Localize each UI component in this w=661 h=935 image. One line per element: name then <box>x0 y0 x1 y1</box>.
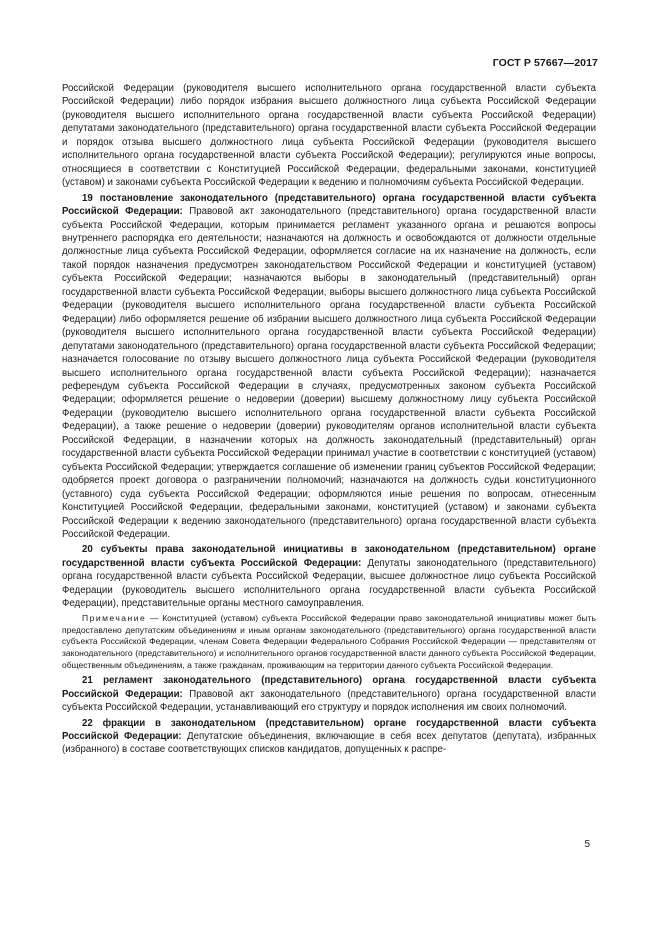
page-number: 5 <box>584 839 590 850</box>
document-body <box>62 82 596 759</box>
definition-20-text: Депутаты законодательного (представительного) органа государственной власти субъекта Российской Федерации, высшее должностное лицо субъекта Российской Федерации (руководитель высшего исполнительного органа государственной власти субъекта Российской Федерации), представительные органы местного самоуправления. <box>62 557 596 610</box>
definition-19 <box>62 192 596 542</box>
paragraph-continuation: Российской Федерации (руководителя высшего исполнительного органа государственной власти субъекта Российской Федерации) либо порядок избрания высшего должностного лица субъекта Российской Федерации (руководителя высшего исполнительного органа государственной власти субъекта Российской Федерации) депутатами законодательного (представительного) органа государственной власти субъекта Российской Федерации и порядок отзыва высшего должностного лица субъекта Российской Федерации (руководителя высшего исполнительного органа государственной власти субъекта Российской Федерации); регулируются иные вопросы, относящиеся в соответствии с Конституцией Российской Федерации, федеральными законами, конституцией (уставом) и законами субъекта Российской Федерации к ведению и полномочиям субъекта Российской Федерации. <box>62 83 596 189</box>
term-22: 22 фракции в законодательном (представительном) органе государственной власти субъекта Российской Федерации: <box>62 717 596 743</box>
document-id: ГОСТ Р 57667—2017 <box>492 57 598 69</box>
note <box>62 613 596 673</box>
definition-21-text: Правовой акт законодательного (представительного) органа государственной власти субъекта Российской Федерации, устанавливающий его структуру и порядок исполнения им своих полномочий. <box>62 688 596 714</box>
term-20: 20 субъекты права законодательной инициативы в законодательном (представительном) органе государственной власти субъекта Российской Федерации: <box>62 544 596 569</box>
definition-19-text: Правовой акт законодательного (представительного) органа государственной власти субъекта Российской Федерации, которым принимается регламент указанного органа и решаются вопросы внутреннего распорядка его деятельности; назначаются на должность и освобождаются от должности отдельные должностные лица субъекта Российской Федерации, оформляется согласие на их назначение на должность, если такой порядок назначения предусмотрен законодательством Российской Федерации и конституцией (уставом) субъекта Российской Федерации; назначаются выборы в законодательный (представительный) орган государственной власти субъекта Российской Федерации, выборы высшего должностного лица субъекта Российской Федерации (руководителя высшего исполнительного органа государственной власти субъекта Российской Федерации) либо оформляется решение об избрании высшего должностного лица субъекта Российской Федерации (руководителя высшего исполнительного органа государственной власти субъекта Российской Федерации) депутатами законодательного (представительного) органа государственной власти субъекта Российской Федерации; назначается голосование по отзыву высшего должностного лица субъекта Российской Федерации (руководителя высшего исполнительного органа государственной власти субъекта Российской Федерации); назначается референдум субъекта Российской Федерации в случаях, предусмотренных законом субъекта Российской Федерации; оформляется решение о недоверии (доверии) высшему должностному лицу субъекта Российской Федерации (руководителю высшего исполнительного органа государственной власти субъекта Российской Федерации), а также решение о недоверии (доверии) руководителям органов исполнительной власти субъекта Российской Федерации, в назначении которых на должность законодательный (представительный) орган государственной власти субъекта Российской Федерации принимал участие в соответствии с конституцией (уставом) субъекта Российской Федерации; утверждается соглашение об изменении границ субъектов Российской Федерации; одобряется проект договора о разграничении полномочий; назначаются на должность судьи конституционного (уставного) суда субъекта Российской Федерации; оформляются иные решения по вопросам, отнесенным Конституцией Российской Федерации, федеральными законами, конституцией (уставом) и законами субъекта Российской Федерации к ведению законодательного (представительного) органа государственной власти субъекта Российской Федерации. <box>62 206 596 540</box>
definition-21 <box>62 674 596 714</box>
definition-22-text: Депутатские объединения, включающие в себя всех депутатов (депутата), избранных (избранного) в составе соответствующих списков кандидатов, допущенных к распре- <box>62 731 596 756</box>
term-19: 19 постановление законодательного (представительного) органа государственной власти субъекта Российской Федерации: <box>62 192 596 218</box>
note-text: — Конституцией (уставом) субъекта Российской Федерации право законодательной инициативы может быть предоставлено депутатским объединениям и иным органам законодательного (представительного) органа государственной власти субъекта Российской Федерации, членам Совета Федерации Федерального Собрания Российской Федерации — представителям от законодательного (представительного) и исполнительного органов государственной власти данного субъекта Российской Федерации, общественным объединениям, а также гражданам, проживающим на территории данного субъекта Российской Федерации. <box>62 612 596 671</box>
note-label: Примечание <box>82 612 147 623</box>
term-21: 21 регламент законодательного (представительного) органа государственной власти субъекта Российской Федерации: <box>62 675 596 700</box>
definition-20 <box>62 543 596 610</box>
definition-22 <box>62 717 596 757</box>
